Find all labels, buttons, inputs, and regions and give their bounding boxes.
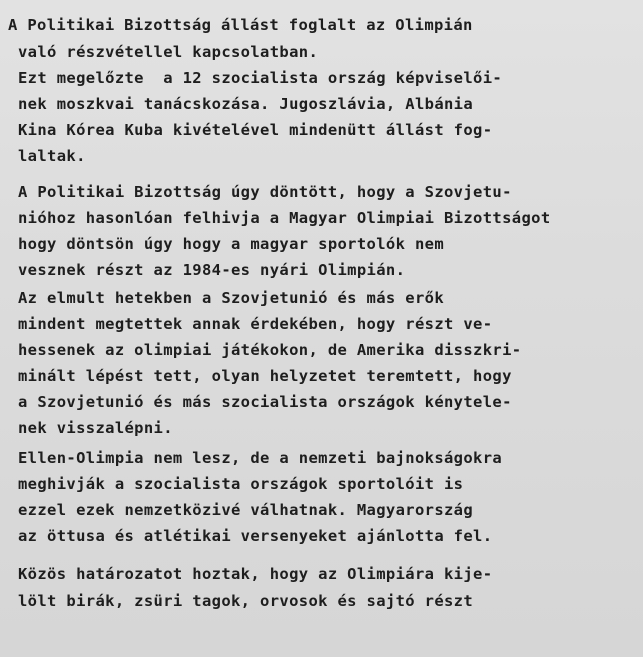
text-line: mindent megtettek annak érdekében, hogy részt ve-: [18, 315, 493, 333]
text-line: meghivják a szocialista országok sportolóit is: [18, 475, 464, 493]
text-line: nek visszalépni.: [18, 419, 173, 437]
text-line: hogy döntsön úgy hogy a magyar sportolók nem: [18, 235, 444, 253]
text-line: Kina Kórea Kuba kivételével mindenütt állást fog-: [18, 121, 493, 139]
text-line: Az elmult hetekben a Szovjetunió és más erők: [18, 289, 444, 307]
text-line: laltak.: [18, 147, 86, 165]
text-line: való részvétellel kapcsolatban.: [18, 43, 319, 61]
text-line: A Politikai Bizottság állást foglalt az Olimpián: [8, 16, 473, 34]
text-line: a Szovjetunió és más szocialista országok kénytele-: [18, 393, 512, 411]
text-line: Ellen-Olimpia nem lesz, de a nemzeti bajnokságokra: [18, 449, 503, 467]
text-line: Közös határozatot hoztak, hogy az Olimpiára kije-: [18, 565, 493, 583]
text-line: az öttusa és atlétikai versenyeket ajánlotta fel.: [18, 527, 493, 545]
text-line: A Politikai Bizottság úgy döntött, hogy a Szovjetu-: [18, 183, 512, 201]
text-line: lölt birák, zsüri tagok, orvosok és sajtó részt: [18, 592, 474, 610]
text-line: vesznek részt az 1984-es nyári Olimpián.: [18, 261, 406, 279]
text-line: ezzel ezek nemzetközivé válhatnak. Magyarország: [18, 501, 474, 519]
text-line: nek moszkvai tanácskozása. Jugoszlávia, Albánia: [18, 95, 474, 113]
text-line: Ezt megelőzte a 12 szocialista ország képviselői-: [18, 69, 503, 87]
text-line: hessenek az olimpiai játékokon, de Amerika disszkri-: [18, 341, 522, 359]
text-line: minált lépést tett, olyan helyzetet teremtett, hogy: [18, 367, 512, 385]
text-line: nióhoz hasonlóan felhivja a Magyar Olimpiai Bizottságot: [18, 209, 551, 227]
